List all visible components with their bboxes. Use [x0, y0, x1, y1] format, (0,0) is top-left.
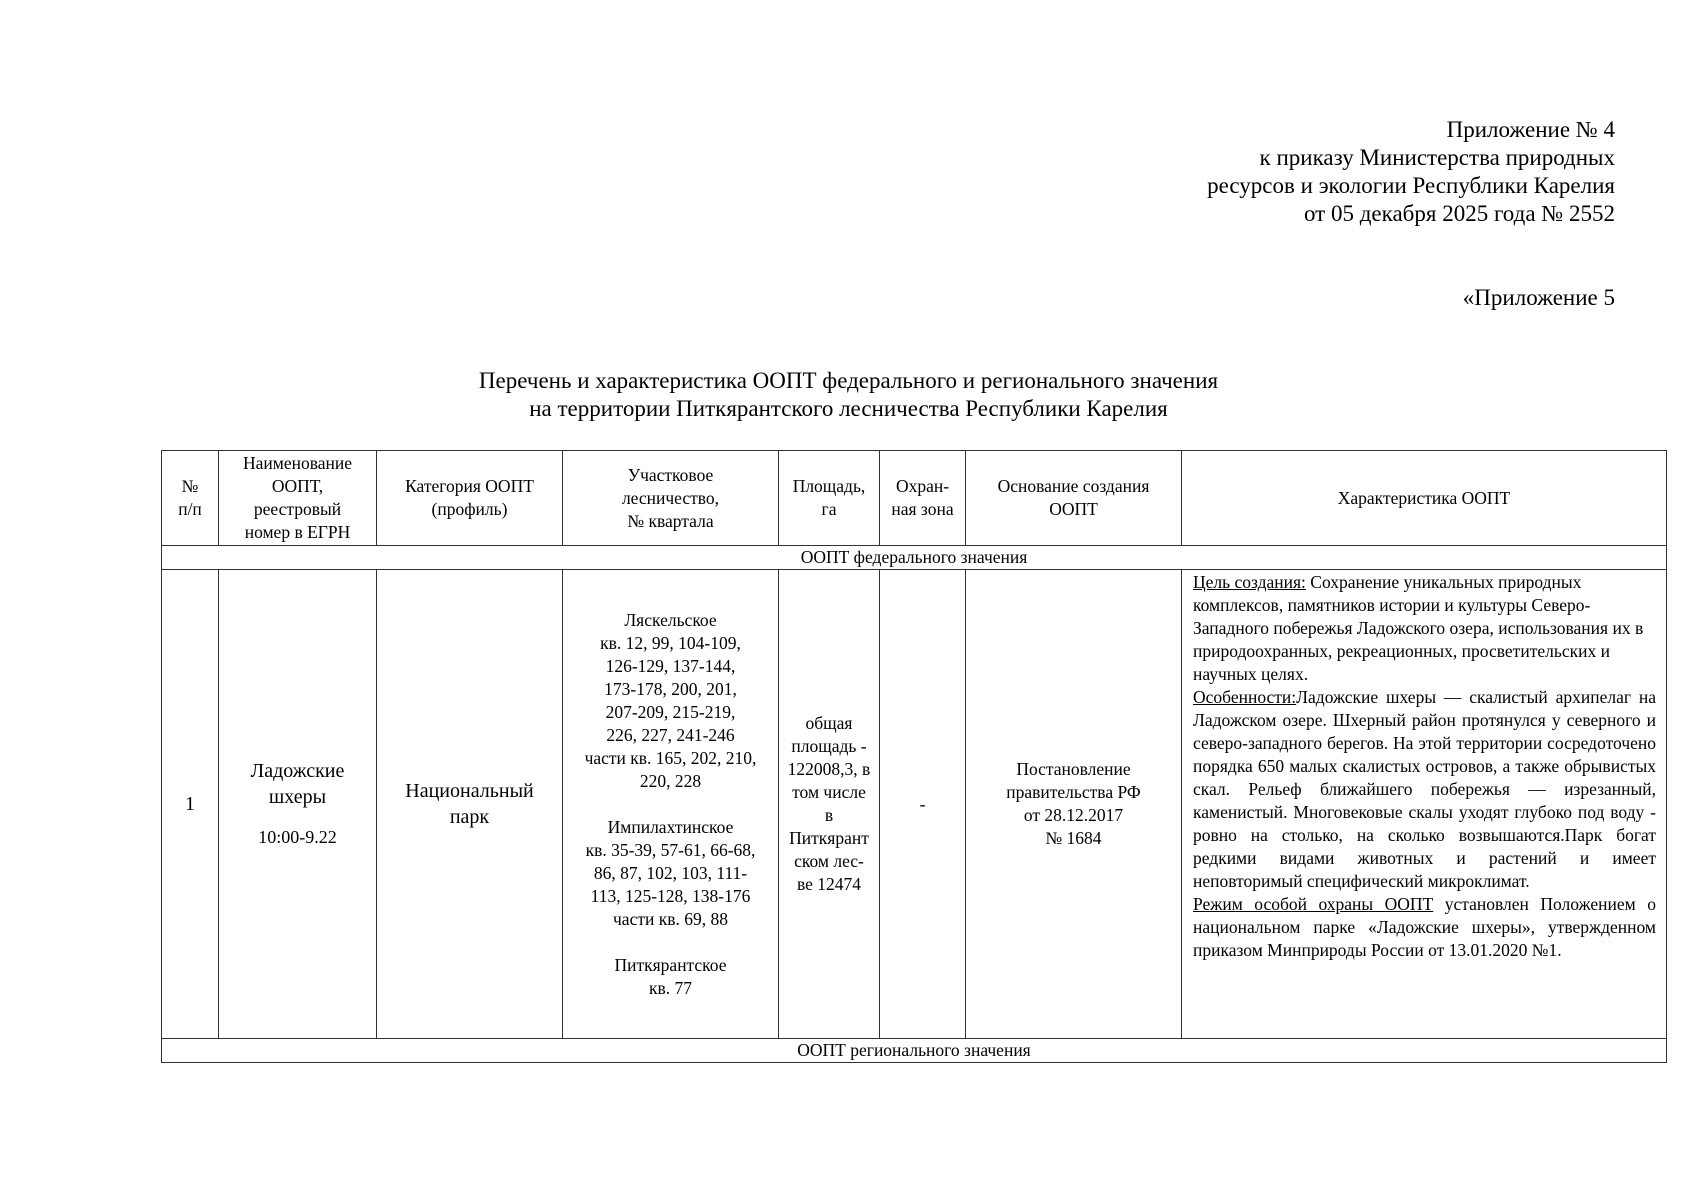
char-regime: Режим особой охраны ООПТ установлен Положением о национальном парке «Ладожские шхеры», утвержденном приказом Минприроды России от 13.01.2020 №1.	[1193, 894, 1656, 960]
section-regional-label: ООПТ регионального значения	[162, 1039, 1667, 1063]
char-goal: Цель создания: Сохранение уникальных природных комплексов, памятников истории и культуры Северо-Западного побережья Ладожского озера, использования их в природоохранных, рекреационных, просветительских и научных целях.	[1193, 572, 1644, 684]
header-line-4: от 05 декабря 2025 года № 2552	[1303, 201, 1615, 226]
col-header-zone: Охран- ная зона	[880, 451, 966, 546]
col-header-name: Наименование ООПТ, реестровый номер в ЕГРН	[219, 451, 377, 546]
section-row-regional	[162, 1039, 1667, 1063]
header-line-2: к приказу Министерства природных	[1259, 145, 1615, 170]
cell-forestry: Ляскельское кв. 12, 99, 104-109, 126-129, 137-144, 173-178, 200, 201, 207-209, 215-219, 226, 227, 241-246 части кв. 165, 202, 210, 220, 228 Импилахтинское кв. 35-39, 57-61, 66-68, 86, 87, 102, 103, 111- 113, 125-128, 138-176 части кв. 69, 88 Питкярантское кв. 77	[563, 570, 779, 1039]
col-header-basis: Основание создания ООПТ	[966, 451, 1182, 546]
cell-basis: Постановление правительства РФ от 28.12.2017 № 1684	[966, 570, 1182, 1039]
char-features: Особенности:Ладожские шхеры — скалистый архипелаг на Ладожском озере. Шхерный район протянулся у северного и северо-западного берегов. На этой территории сосредоточено порядка 650 малых скалистых островов, а также обрывистых скал. Рельеф ближайшего побережья — изрезанный, каменистый. Многовековые скалы уходят глубоко под воду - ровно на столько, на сколько возвышаются.Парк богат редкими видами животных и растений и имеет неповторимый специфический микроклимат.	[1193, 687, 1656, 891]
title-line-1: Перечень и характеристика ООПТ федерального и регионального значения	[478, 368, 1219, 393]
cell-name: Ладожские шхеры 10:00-9.22	[219, 570, 377, 1039]
oopt-table	[161, 450, 1667, 1063]
table-header-row	[162, 451, 1667, 546]
col-header-num: № п/п	[162, 451, 219, 546]
cell-category: Национальный парк	[377, 570, 563, 1039]
cell-num: 1	[162, 570, 219, 1039]
col-header-forestry: Участковое лесничество, № квартала	[563, 451, 779, 546]
header-line-1: Приложение № 4	[1446, 117, 1615, 142]
section-federal-label: ООПТ федерального значения	[162, 546, 1667, 570]
col-header-characteristic: Характеристика ООПТ	[1182, 451, 1667, 546]
cell-characteristic	[1182, 570, 1667, 1039]
title-line-2: на территории Питкярантского лесничества Республики Карелия	[529, 396, 1168, 421]
annex-label: «Приложение 5	[1462, 285, 1615, 310]
table-row	[162, 570, 1667, 1039]
document-title	[0, 367, 1697, 423]
col-header-category: Категория ООПТ (профиль)	[377, 451, 563, 546]
registry-number: 10:00-9.22	[258, 827, 337, 847]
section-row-federal	[162, 546, 1667, 570]
header-line-3: ресурсов и экологии Республики Карелия	[1207, 173, 1615, 198]
cell-zone: -	[880, 570, 966, 1039]
cell-area: общая площадь - 122008,3, в том числе в Питкярант ском лес- ве 12474	[779, 570, 880, 1039]
appendix-header	[1207, 116, 1615, 228]
col-header-area: Площадь, га	[779, 451, 880, 546]
